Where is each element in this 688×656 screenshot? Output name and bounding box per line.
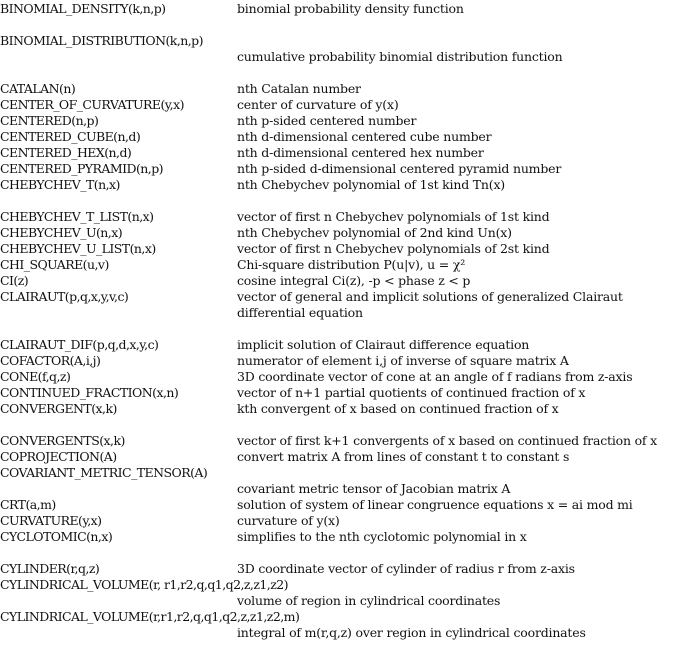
function-signature: CATALAN(n): [0, 81, 76, 96]
function-signature: CENTERED_HEX(n,d): [0, 145, 132, 160]
function-description: nth p-sided centered number: [237, 113, 417, 128]
function-description: vector of first k+1 convergents of x based on continued fraction of x: [237, 433, 657, 448]
function-signature: CYLINDRICAL_VOLUME(r, r1,r2,q,q1,q2,z,z1,z2): [0, 577, 288, 592]
function-signature: CHEBYCHEV_U_LIST(n,x): [0, 241, 156, 256]
function-description: covariant metric tensor of Jacobian matrix A: [237, 481, 511, 496]
function-signature: COVARIANT_METRIC_TENSOR(A): [0, 465, 208, 480]
function-signature: CHEBYCHEV_T_LIST(n,x): [0, 209, 154, 224]
function-description: nth d-dimensional centered hex number: [237, 145, 484, 160]
function-signature: CYLINDRICAL_VOLUME(r,r1,r2,q,q1,q2,z,z1,z2,m): [0, 609, 300, 624]
function-signature: CHEBYCHEV_U(n,x): [0, 225, 123, 240]
function-signature: CHI_SQUARE(u,v): [0, 257, 109, 272]
function-description: Chi-square distribution P(u|v), u = χ²: [237, 257, 466, 272]
function-signature: COFACTOR(A,i,j): [0, 353, 101, 368]
function-description: center of curvature of y(x): [237, 97, 399, 112]
function-signature: CRT(a,m): [0, 497, 56, 512]
function-description: differential equation: [237, 305, 363, 320]
function-description: volume of region in cylindrical coordinates: [237, 593, 501, 608]
function-signature: BINOMIAL_DISTRIBUTION(k,n,p): [0, 33, 203, 48]
function-description: vector of n+1 partial quotients of continued fraction of x: [237, 385, 586, 400]
function-signature: COPROJECTION(A): [0, 449, 117, 464]
function-description: 3D coordinate vector of cylinder of radius r from z-axis: [237, 561, 575, 576]
function-description: nth Chebychev polynomial of 2nd kind Un(x): [237, 225, 512, 240]
function-signature: BINOMIAL_DENSITY(k,n,p): [0, 1, 166, 16]
function-description: nth Catalan number: [237, 81, 361, 96]
function-description: binomial probability density function: [237, 1, 464, 16]
function-signature: CENTER_OF_CURVATURE(y,x): [0, 97, 184, 112]
function-description: vector of general and implicit solutions of generalized Clairaut: [237, 289, 623, 304]
function-signature: CHEBYCHEV_T(n,x): [0, 177, 120, 192]
function-signature: CENTERED_PYRAMID(n,p): [0, 161, 163, 176]
function-signature: CI(z): [0, 273, 29, 288]
function-signature: CENTERED(n,p): [0, 113, 99, 128]
function-description: kth convergent of x based on continued fraction of x: [237, 401, 559, 416]
function-signature: CLAIRAUT(p,q,x,y,v,c): [0, 289, 129, 304]
function-description: vector of first n Chebychev polynomials of 1st kind: [237, 209, 550, 224]
function-description: cumulative probability binomial distribution function: [237, 49, 563, 64]
function-signature: CYCLOTOMIC(n,x): [0, 529, 113, 544]
function-signature: CONE(f,q,z): [0, 369, 71, 384]
function-signature: CURVATURE(y,x): [0, 513, 102, 528]
function-description: implicit solution of Clairaut difference equation: [237, 337, 530, 352]
function-description: solution of system of linear congruence equations x = ai mod mi: [237, 497, 633, 512]
function-description: 3D coordinate vector of cone at an angle of f radians from z-axis: [237, 369, 633, 384]
function-description: cosine integral Ci(z), -p < phase z < p: [237, 273, 471, 288]
function-description: convert matrix A from lines of constant t to constant s: [237, 449, 570, 464]
function-description: numerator of element i,j of inverse of square matrix A: [237, 353, 569, 368]
function-signature: CYLINDER(r,q,z): [0, 561, 100, 576]
function-description: simplifies to the nth cyclotomic polynomial in x: [237, 529, 527, 544]
function-signature: CENTERED_CUBE(n,d): [0, 129, 141, 144]
function-description: curvature of y(x): [237, 513, 340, 528]
function-signature: CLAIRAUT_DIF(p,q,d,x,y,c): [0, 337, 159, 352]
function-signature: CONVERGENTS(x,k): [0, 433, 125, 448]
function-description: nth p-sided d-dimensional centered pyramid number: [237, 161, 562, 176]
function-description: integral of m(r,q,z) over region in cylindrical coordinates: [237, 625, 586, 640]
function-signature: CONVERGENT(x,k): [0, 401, 117, 416]
function-description: vector of first n Chebychev polynomials of 2st kind: [237, 241, 550, 256]
function-description: nth Chebychev polynomial of 1st kind Tn(x): [237, 177, 505, 192]
function-signature: CONTINUED_FRACTION(x,n): [0, 385, 179, 400]
function-description: nth d-dimensional centered cube number: [237, 129, 492, 144]
